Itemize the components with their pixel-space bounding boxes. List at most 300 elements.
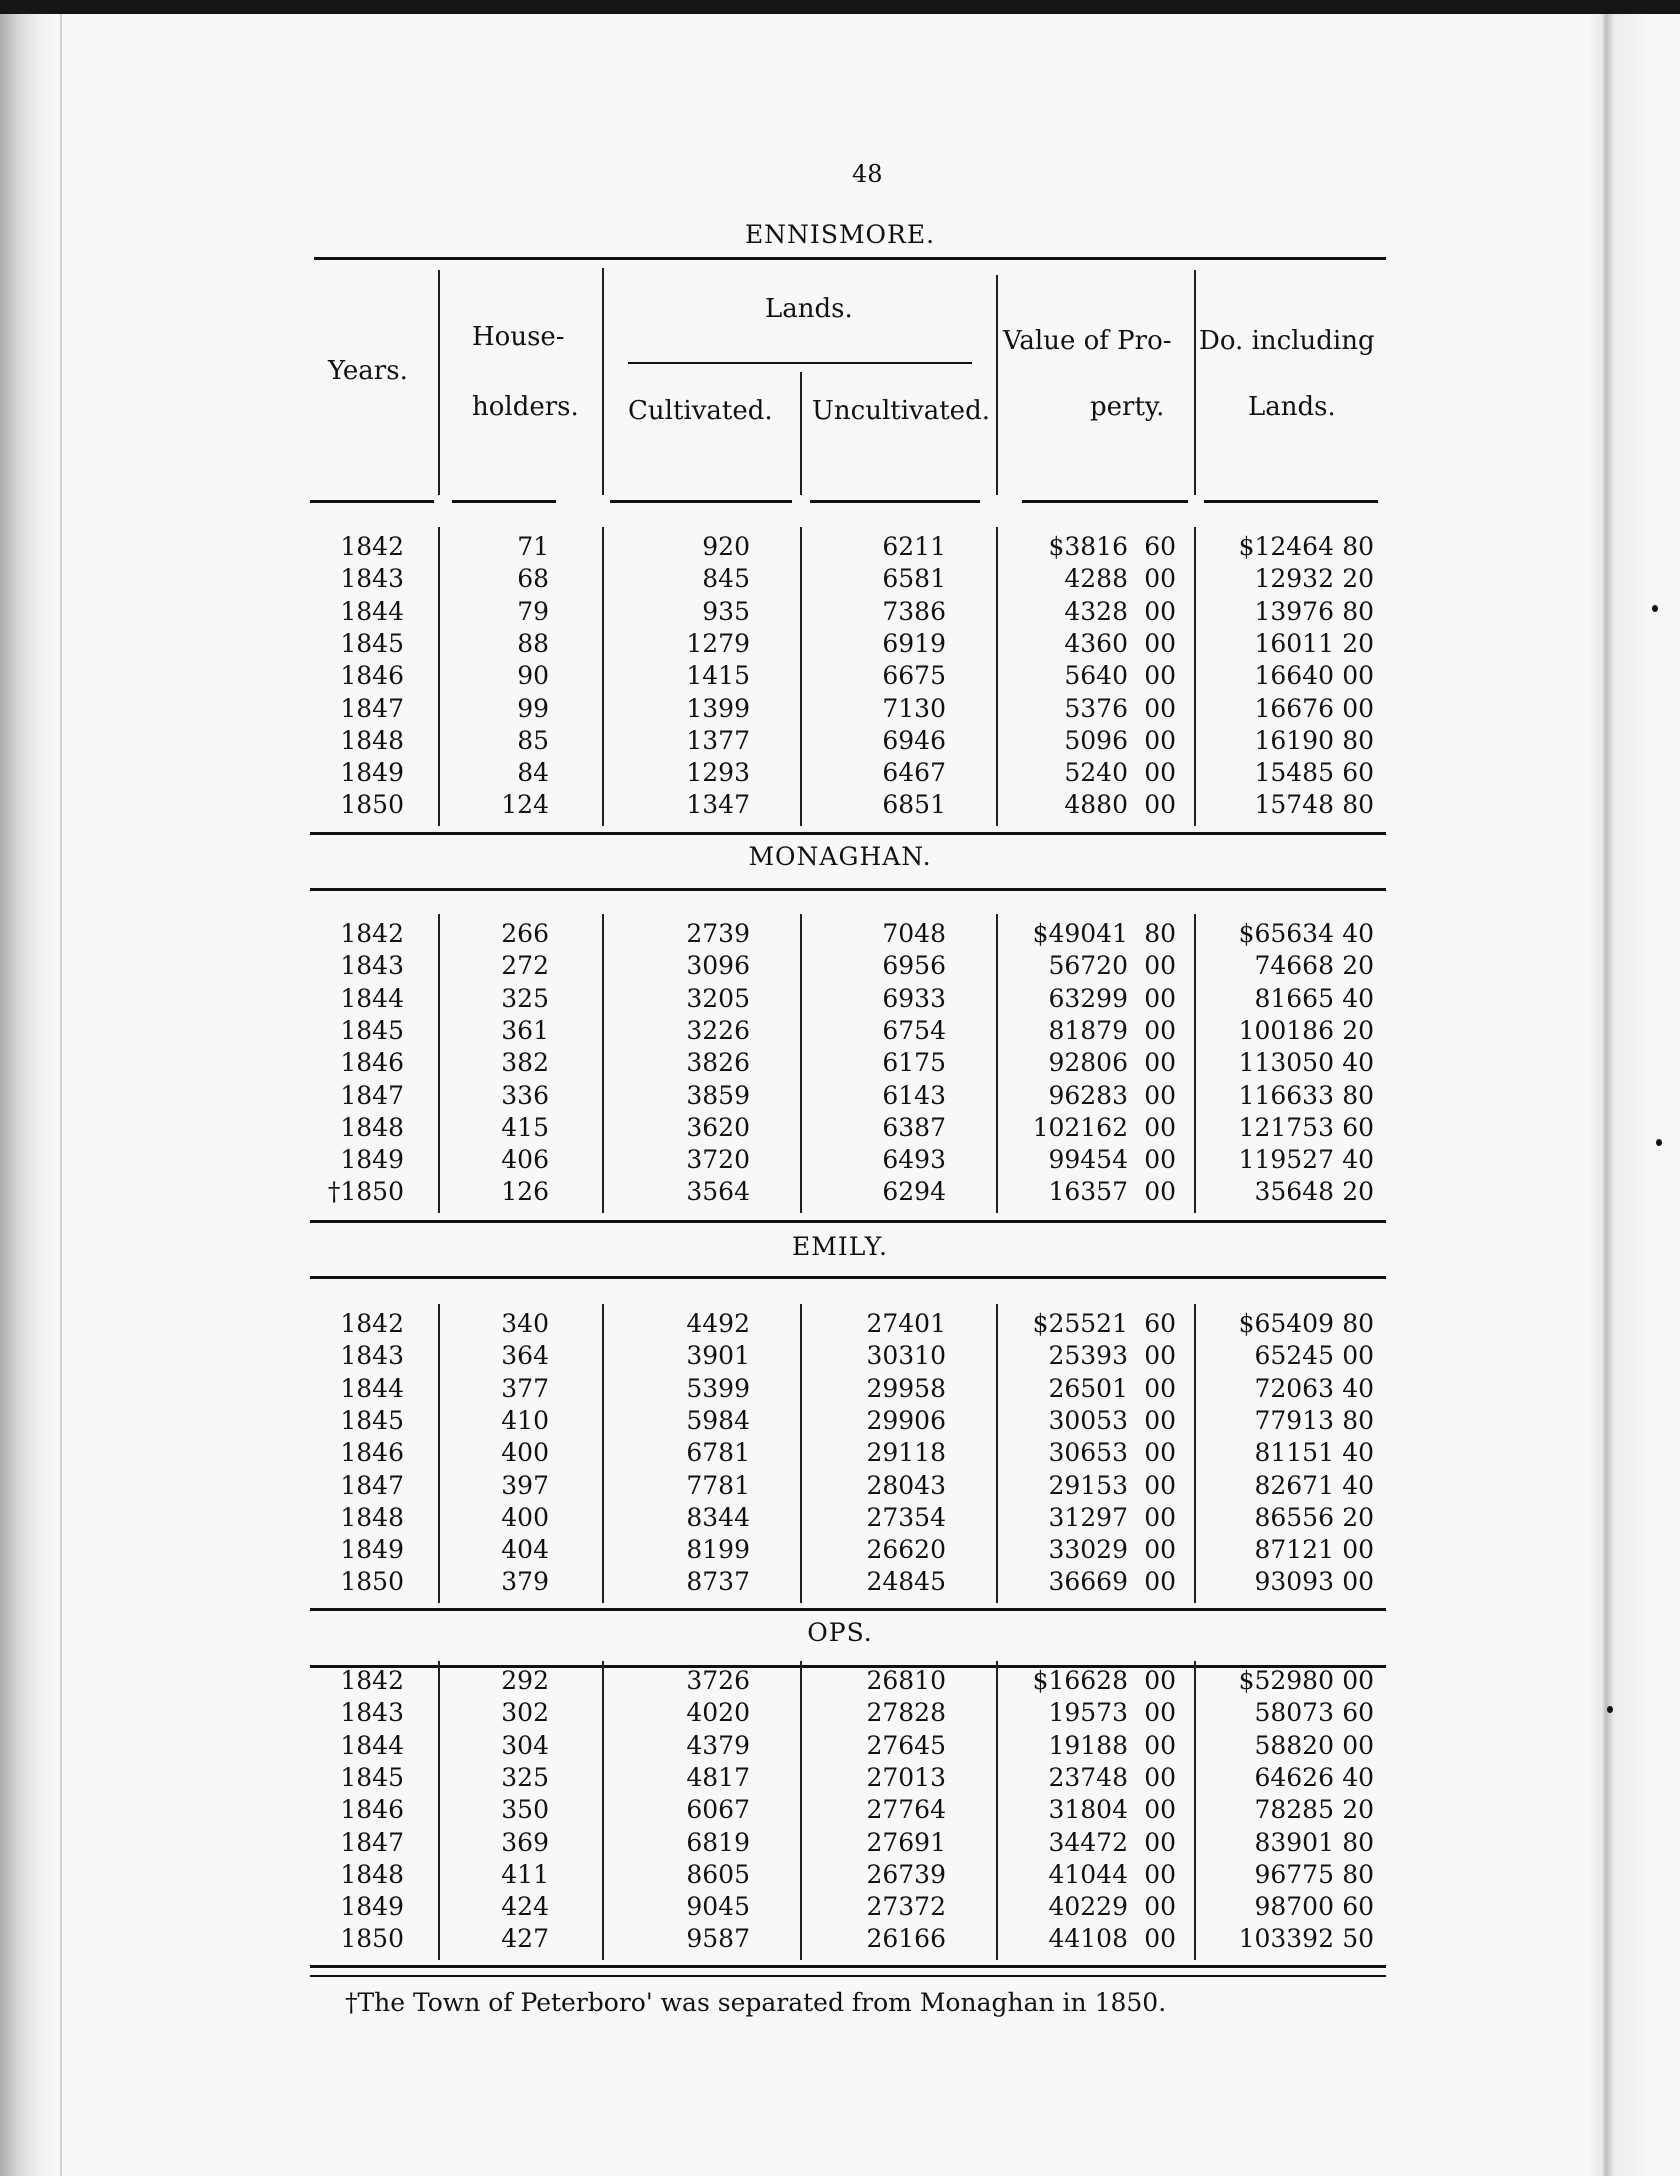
value-cents-cell: 00	[1144, 1438, 1176, 1468]
section-top-rule	[310, 888, 1386, 891]
including-cents-cell: 00	[1342, 693, 1374, 723]
uncultivated-cell: 7130	[882, 693, 946, 723]
value-cents-cell: 00	[1144, 1015, 1176, 1045]
householders-cell: 400	[501, 1502, 549, 1532]
right-page-edge	[1588, 14, 1680, 2176]
including-dollars-cell: 13976	[1254, 596, 1334, 626]
year-cell: 1846	[340, 661, 404, 691]
value-dollars-cell: 31297	[1048, 1502, 1128, 1532]
year-cell: 1842	[340, 919, 404, 948]
speck-mark	[1607, 1706, 1613, 1713]
header-underline-rule	[452, 500, 556, 503]
including-cents-cell: 50	[1342, 1924, 1374, 1954]
speck-mark	[1656, 1139, 1662, 1146]
value-dollars-cell: 63299	[1048, 983, 1128, 1013]
including-dollars-cell: 116633	[1238, 1080, 1334, 1110]
householders-cell: 340	[501, 1309, 549, 1338]
cultivated-cell: 1399	[686, 693, 750, 723]
value-cents-cell: 00	[1144, 1795, 1176, 1825]
cultivated-cell: 8737	[686, 1567, 750, 1597]
householders-cell: 304	[501, 1730, 549, 1760]
value-dollars-cell: 30653	[1048, 1438, 1128, 1468]
uncultivated-cell: 26166	[866, 1924, 946, 1954]
uncultivated-cell: 26620	[866, 1535, 946, 1565]
value-cents-cell: 00	[1144, 725, 1176, 755]
value-cents-cell: 00	[1144, 1405, 1176, 1435]
householders-cell: 410	[501, 1405, 549, 1435]
uncultivated-cell: 6919	[882, 628, 946, 658]
header-lands: Lands.	[765, 294, 853, 324]
cultivated-cell: 4020	[686, 1698, 750, 1728]
value-cents-cell: 00	[1144, 1827, 1176, 1857]
value-cents-cell: 00	[1144, 1924, 1176, 1954]
cultivated-cell: 1415	[686, 661, 750, 691]
value-dollars-cell: $25521	[1032, 1309, 1128, 1338]
uncultivated-cell: 6946	[882, 725, 946, 755]
householders-cell: 79	[517, 596, 549, 626]
cultivated-cell: 3620	[686, 1112, 750, 1142]
header-including-line2: Lands.	[1248, 392, 1336, 422]
year-cell: 1848	[340, 725, 404, 755]
value-dollars-cell: 19573	[1048, 1698, 1128, 1728]
including-dollars-cell: 15485	[1254, 758, 1334, 788]
householders-cell: 427	[501, 1924, 549, 1954]
including-cents-cell: 40	[1342, 1438, 1374, 1468]
uncultivated-cell: 27401	[866, 1309, 946, 1338]
including-dollars-cell: 74668	[1254, 951, 1334, 981]
year-cell: 1844	[340, 596, 404, 626]
householders-cell: 90	[517, 661, 549, 691]
including-cents-cell: 20	[1342, 628, 1374, 658]
including-cents-cell: 40	[1342, 1373, 1374, 1403]
footnote: †The Town of Peterboro' was separated from Monaghan in 1850.	[345, 1988, 1167, 2017]
lands-underline-rule	[628, 362, 972, 364]
including-cents-cell: 60	[1342, 1892, 1374, 1922]
including-dollars-cell: 81151	[1254, 1438, 1334, 1468]
value-cents-cell: 00	[1144, 1535, 1176, 1565]
year-cell: 1846	[340, 1438, 404, 1468]
householders-cell: 415	[501, 1112, 549, 1142]
cultivated-cell: 3726	[686, 1666, 750, 1695]
householders-cell: 85	[517, 725, 549, 755]
including-dollars-cell: 121753	[1238, 1112, 1334, 1142]
uncultivated-cell: 6294	[882, 1177, 946, 1207]
cultivated-cell: 8605	[686, 1859, 750, 1889]
including-cents-cell: 00	[1342, 1341, 1374, 1371]
value-dollars-cell: 4328	[1064, 596, 1128, 626]
including-cents-cell: 80	[1342, 1080, 1374, 1110]
year-cell: 1847	[340, 1470, 404, 1500]
cultivated-cell: 1347	[686, 790, 750, 820]
value-dollars-cell: 26501	[1048, 1373, 1128, 1403]
value-dollars-cell: 29153	[1048, 1470, 1128, 1500]
householders-cell: 292	[501, 1666, 549, 1695]
householders-cell: 424	[501, 1892, 549, 1922]
cultivated-cell: 1293	[686, 758, 750, 788]
including-dollars-cell: 98700	[1254, 1892, 1334, 1922]
year-cell: †1850	[327, 1177, 404, 1207]
uncultivated-cell: 6851	[882, 790, 946, 820]
value-cents-cell: 00	[1144, 628, 1176, 658]
including-cents-cell: 80	[1342, 725, 1374, 755]
value-dollars-cell: 33029	[1048, 1535, 1128, 1565]
value-dollars-cell: 40229	[1048, 1892, 1128, 1922]
year-cell: 1843	[340, 1341, 404, 1371]
section-top-rule	[310, 1276, 1386, 1279]
uncultivated-cell: 7048	[882, 919, 946, 948]
including-dollars-cell: 16640	[1254, 661, 1334, 691]
header-uncultivated: Uncultivated.	[812, 396, 990, 426]
cultivated-cell: 1279	[686, 628, 750, 658]
year-cell: 1845	[340, 1762, 404, 1792]
year-cell: 1844	[340, 1373, 404, 1403]
householders-cell: 99	[517, 693, 549, 723]
including-cents-cell: 80	[1342, 1859, 1374, 1889]
cultivated-cell: 3205	[686, 983, 750, 1013]
section-bottom-rule	[310, 1220, 1386, 1223]
including-cents-cell: 20	[1342, 564, 1374, 594]
value-dollars-cell: $49041	[1032, 919, 1128, 948]
uncultivated-cell: 26810	[866, 1666, 946, 1695]
including-cents-cell: 40	[1342, 1470, 1374, 1500]
year-cell: 1849	[340, 758, 404, 788]
value-dollars-cell: 99454	[1048, 1145, 1128, 1175]
including-dollars-cell: 82671	[1254, 1470, 1334, 1500]
including-cents-cell: 20	[1342, 1015, 1374, 1045]
year-cell: 1845	[340, 628, 404, 658]
value-cents-cell: 00	[1144, 1373, 1176, 1403]
value-dollars-cell: 23748	[1048, 1762, 1128, 1792]
including-dollars-cell: 12932	[1254, 564, 1334, 594]
uncultivated-cell: 6581	[882, 564, 946, 594]
header-divider	[1194, 270, 1196, 495]
uncultivated-cell: 29906	[866, 1405, 946, 1435]
uncultivated-cell: 6956	[882, 951, 946, 981]
section-title-ennismore: ENNISMORE.	[744, 220, 936, 249]
value-dollars-cell: 44108	[1048, 1924, 1128, 1954]
including-dollars-cell: 81665	[1254, 983, 1334, 1013]
value-dollars-cell: 102162	[1032, 1112, 1128, 1142]
including-cents-cell: 40	[1342, 1048, 1374, 1078]
value-cents-cell: 00	[1144, 1859, 1176, 1889]
cultivated-cell: 3720	[686, 1145, 750, 1175]
year-cell: 1845	[340, 1015, 404, 1045]
year-cell: 1843	[340, 1698, 404, 1728]
value-cents-cell: 00	[1144, 1502, 1176, 1532]
cultivated-cell: 3564	[686, 1177, 750, 1207]
value-dollars-cell: $16628	[1032, 1666, 1128, 1695]
including-dollars-cell: 77913	[1254, 1405, 1334, 1435]
cultivated-cell: 920	[702, 532, 750, 561]
householders-cell: 266	[501, 919, 549, 948]
householders-cell: 302	[501, 1698, 549, 1728]
including-cents-cell: 40	[1342, 1762, 1374, 1792]
year-cell: 1849	[340, 1145, 404, 1175]
section-title-ops: OPS.	[807, 1618, 873, 1647]
cultivated-cell: 9045	[686, 1892, 750, 1922]
including-cents-cell: 20	[1342, 1177, 1374, 1207]
including-dollars-cell: 100186	[1238, 1015, 1334, 1045]
value-dollars-cell: 30053	[1048, 1405, 1128, 1435]
including-cents-cell: 00	[1342, 1567, 1374, 1597]
cultivated-cell: 3096	[686, 951, 750, 981]
uncultivated-cell: 26739	[866, 1859, 946, 1889]
householders-cell: 71	[517, 532, 549, 561]
header-cultivated: Cultivated.	[628, 396, 773, 426]
value-dollars-cell: $3816	[1048, 532, 1128, 561]
householders-cell: 84	[517, 758, 549, 788]
header-householders-line2: holders.	[472, 392, 579, 422]
year-cell: 1844	[340, 983, 404, 1013]
value-dollars-cell: 4880	[1064, 790, 1128, 820]
including-dollars-cell: 58073	[1254, 1698, 1334, 1728]
including-cents-cell: 80	[1342, 532, 1374, 561]
cultivated-cell: 4817	[686, 1762, 750, 1792]
including-cents-cell: 60	[1342, 1112, 1374, 1142]
householders-cell: 88	[517, 628, 549, 658]
householders-cell: 124	[501, 790, 549, 820]
year-cell: 1842	[340, 532, 404, 561]
including-cents-cell: 00	[1342, 1535, 1374, 1565]
value-dollars-cell: 81879	[1048, 1015, 1128, 1045]
cultivated-cell: 6781	[686, 1438, 750, 1468]
including-dollars-cell: 35648	[1254, 1177, 1334, 1207]
including-cents-cell: 80	[1342, 596, 1374, 626]
page-number: 48	[852, 160, 883, 188]
value-dollars-cell: 19188	[1048, 1730, 1128, 1760]
uncultivated-cell: 27013	[866, 1762, 946, 1792]
year-cell: 1848	[340, 1859, 404, 1889]
value-cents-cell: 00	[1144, 1762, 1176, 1792]
including-cents-cell: 40	[1342, 919, 1374, 948]
value-cents-cell: 00	[1144, 693, 1176, 723]
value-cents-cell: 00	[1144, 951, 1176, 981]
year-cell: 1846	[340, 1795, 404, 1825]
cultivated-cell: 6819	[686, 1827, 750, 1857]
year-cell: 1849	[340, 1892, 404, 1922]
table-final-rule	[310, 1975, 1386, 1977]
cultivated-cell: 6067	[686, 1795, 750, 1825]
householders-cell: 382	[501, 1048, 549, 1078]
value-cents-cell: 60	[1144, 1309, 1176, 1338]
including-dollars-cell: $65409	[1238, 1309, 1334, 1338]
year-cell: 1847	[340, 1080, 404, 1110]
value-cents-cell: 00	[1144, 1048, 1176, 1078]
uncultivated-cell: 27764	[866, 1795, 946, 1825]
section-bottom-rule	[310, 832, 1386, 835]
header-value-line2: perty.	[1090, 392, 1165, 422]
value-dollars-cell: 4288	[1064, 564, 1128, 594]
including-dollars-cell: 16676	[1254, 693, 1334, 723]
value-dollars-cell: 16357	[1048, 1177, 1128, 1207]
uncultivated-cell: 6211	[882, 532, 946, 561]
householders-cell: 404	[501, 1535, 549, 1565]
uncultivated-cell: 7386	[882, 596, 946, 626]
including-dollars-cell: 96775	[1254, 1859, 1334, 1889]
uncultivated-cell: 6933	[882, 983, 946, 1013]
value-dollars-cell: 36669	[1048, 1567, 1128, 1597]
value-cents-cell: 00	[1144, 1080, 1176, 1110]
header-underline-rule	[810, 500, 980, 503]
uncultivated-cell: 6467	[882, 758, 946, 788]
value-cents-cell: 00	[1144, 596, 1176, 626]
uncultivated-cell: 6143	[882, 1080, 946, 1110]
year-cell: 1850	[340, 1567, 404, 1597]
including-cents-cell: 80	[1342, 1405, 1374, 1435]
header-including-line1: Do. including	[1199, 326, 1375, 356]
value-cents-cell: 00	[1144, 1112, 1176, 1142]
including-dollars-cell: 87121	[1254, 1535, 1334, 1565]
householders-cell: 364	[501, 1341, 549, 1371]
year-cell: 1844	[340, 1730, 404, 1760]
cultivated-cell: 3226	[686, 1015, 750, 1045]
value-cents-cell: 00	[1144, 1567, 1176, 1597]
left-page-edge	[0, 14, 58, 2176]
householders-cell: 361	[501, 1015, 549, 1045]
uncultivated-cell: 27645	[866, 1730, 946, 1760]
left-binding-rule	[60, 14, 62, 2176]
value-dollars-cell: 31804	[1048, 1795, 1128, 1825]
year-cell: 1842	[340, 1666, 404, 1695]
including-dollars-cell: 103392	[1238, 1924, 1334, 1954]
including-cents-cell: 60	[1342, 758, 1374, 788]
including-cents-cell: 80	[1342, 1309, 1374, 1338]
value-dollars-cell: 96283	[1048, 1080, 1128, 1110]
uncultivated-cell: 6175	[882, 1048, 946, 1078]
householders-cell: 411	[501, 1859, 549, 1889]
value-dollars-cell: 5376	[1064, 693, 1128, 723]
householders-cell: 369	[501, 1827, 549, 1857]
householders-cell: 377	[501, 1373, 549, 1403]
value-cents-cell: 00	[1144, 661, 1176, 691]
including-dollars-cell: $65634	[1238, 919, 1334, 948]
uncultivated-cell: 28043	[866, 1470, 946, 1500]
including-dollars-cell: 93093	[1254, 1567, 1334, 1597]
uncultivated-cell: 6493	[882, 1145, 946, 1175]
uncultivated-cell: 29118	[866, 1438, 946, 1468]
year-cell: 1843	[340, 951, 404, 981]
value-dollars-cell: 41044	[1048, 1859, 1128, 1889]
householders-cell: 379	[501, 1567, 549, 1597]
value-cents-cell: 00	[1144, 1730, 1176, 1760]
value-dollars-cell: 34472	[1048, 1827, 1128, 1857]
value-cents-cell: 80	[1144, 919, 1176, 948]
header-underline-rule	[1022, 500, 1188, 503]
including-dollars-cell: 16190	[1254, 725, 1334, 755]
year-cell: 1842	[340, 1309, 404, 1338]
householders-cell: 68	[517, 564, 549, 594]
including-dollars-cell: 58820	[1254, 1730, 1334, 1760]
uncultivated-cell: 24845	[866, 1567, 946, 1597]
householders-cell: 325	[501, 1762, 549, 1792]
cultivated-cell: 5399	[686, 1373, 750, 1403]
header-underline-rule	[610, 500, 792, 503]
year-cell: 1845	[340, 1405, 404, 1435]
cultivated-cell: 1377	[686, 725, 750, 755]
including-cents-cell: 40	[1342, 1145, 1374, 1175]
year-cell: 1847	[340, 693, 404, 723]
cultivated-cell: 4379	[686, 1730, 750, 1760]
header-divider	[996, 275, 998, 495]
cultivated-cell: 3859	[686, 1080, 750, 1110]
uncultivated-cell: 27828	[866, 1698, 946, 1728]
value-cents-cell: 00	[1144, 1145, 1176, 1175]
year-cell: 1848	[340, 1502, 404, 1532]
including-dollars-cell: 72063	[1254, 1373, 1334, 1403]
table-top-rule	[314, 257, 1386, 260]
section-bottom-rule	[310, 1965, 1386, 1968]
uncultivated-cell: 27691	[866, 1827, 946, 1857]
including-dollars-cell: 15748	[1254, 790, 1334, 820]
header-underline-rule	[1204, 500, 1378, 503]
including-dollars-cell: $52980	[1238, 1666, 1334, 1695]
cultivated-cell: 9587	[686, 1924, 750, 1954]
including-cents-cell: 20	[1342, 1502, 1374, 1532]
value-cents-cell: 60	[1144, 532, 1176, 561]
including-dollars-cell: 78285	[1254, 1795, 1334, 1825]
value-cents-cell: 00	[1144, 1698, 1176, 1728]
uncultivated-cell: 6754	[882, 1015, 946, 1045]
cultivated-cell: 5984	[686, 1405, 750, 1435]
including-dollars-cell: 64626	[1254, 1762, 1334, 1792]
speck-mark	[1652, 605, 1658, 612]
uncultivated-cell: 6387	[882, 1112, 946, 1142]
including-dollars-cell: $12464	[1238, 532, 1334, 561]
year-cell: 1849	[340, 1535, 404, 1565]
cultivated-cell: 8344	[686, 1502, 750, 1532]
value-cents-cell: 00	[1144, 1470, 1176, 1500]
including-cents-cell: 00	[1342, 1730, 1374, 1760]
value-dollars-cell: 5640	[1064, 661, 1128, 691]
cultivated-cell: 845	[702, 564, 750, 594]
householders-cell: 126	[501, 1177, 549, 1207]
including-dollars-cell: 65245	[1254, 1341, 1334, 1371]
cultivated-cell: 3826	[686, 1048, 750, 1078]
cultivated-cell: 2739	[686, 919, 750, 948]
uncultivated-cell: 30310	[866, 1341, 946, 1371]
value-cents-cell: 00	[1144, 1892, 1176, 1922]
householders-cell: 350	[501, 1795, 549, 1825]
including-cents-cell: 60	[1342, 1698, 1374, 1728]
cultivated-cell: 935	[702, 596, 750, 626]
including-dollars-cell: 119527	[1238, 1145, 1334, 1175]
year-cell: 1846	[340, 1048, 404, 1078]
value-cents-cell: 00	[1144, 1177, 1176, 1207]
section-bottom-rule	[310, 1608, 1386, 1611]
section-title-emily: EMILY.	[792, 1232, 888, 1261]
value-dollars-cell: 4360	[1064, 628, 1128, 658]
value-dollars-cell: 5240	[1064, 758, 1128, 788]
year-cell: 1843	[340, 564, 404, 594]
value-cents-cell: 00	[1144, 1341, 1176, 1371]
header-divider	[438, 270, 440, 495]
householders-cell: 400	[501, 1438, 549, 1468]
value-cents-cell: 00	[1144, 758, 1176, 788]
value-cents-cell: 00	[1144, 983, 1176, 1013]
householders-cell: 397	[501, 1470, 549, 1500]
including-cents-cell: 20	[1342, 1795, 1374, 1825]
including-cents-cell: 80	[1342, 1827, 1374, 1857]
including-dollars-cell: 86556	[1254, 1502, 1334, 1532]
header-years: Years.	[328, 356, 408, 386]
value-dollars-cell: 25393	[1048, 1341, 1128, 1371]
including-dollars-cell: 113050	[1238, 1048, 1334, 1078]
header-divider	[800, 372, 802, 495]
value-dollars-cell: 56720	[1048, 951, 1128, 981]
header-value-line1: Value of Pro-	[1003, 326, 1172, 356]
year-cell: 1848	[340, 1112, 404, 1142]
uncultivated-cell: 27372	[866, 1892, 946, 1922]
